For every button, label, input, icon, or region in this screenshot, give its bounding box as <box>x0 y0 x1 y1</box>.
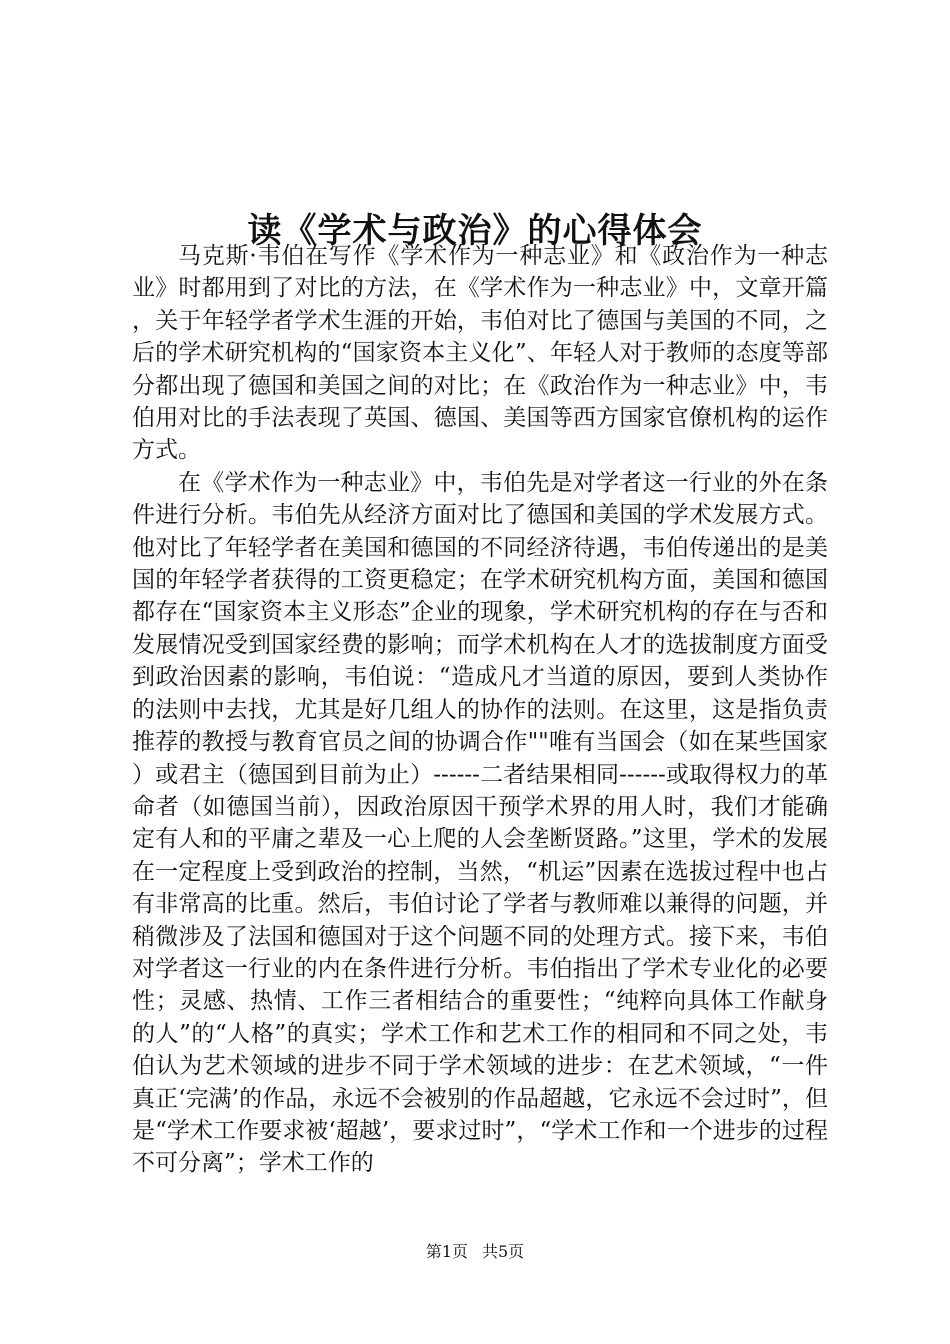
paragraph-2: 在《学术作为一种志业》中，韦伯先是对学者这一行业的外在条件进行分析。韦伯先从经济方面对比了德国和美国的学术发展方式。他对比了年轻学者在美国和德国的不同经济待遇，韦伯传递出的是美国的年轻学者获得的工资更稳定；在学术研究机构方面，美国和德国都存在“国家资本主义形态”企业的现象，学术研究机构的存在与否和发展情况受到国家经费的影响；而学术机构在人才的选拔制度方面受到政治因素的影响，韦伯说：“造成凡才当道的原因，要到人类协作的法则中去找，尤其是好几组人的协作的法则。在这里，这是指负责推荐的教授与教育官员之间的协调合作""唯有当国会（如在某些国家）或君主（德国到目前为止）------二者结果相同------或取得权力的革命者（如德国当前），因政治原因干预学术界的用人时，我们才能确定有人和的平庸之辈及一心上爬的人会垄断贤路。”这里，学术的发展在一定程度上受到政治的控制，当然，“机运”因素在选拔过程中也占有非常高的比重。然后，韦伯讨论了学者与教师难以兼得的问题，并稍微涉及了法国和德国对于这个问题不同的处理方式。接下来，韦伯对学者这一行业的内在条件进行分析。韦伯指出了学术专业化的必要性；灵感、热情、工作三者相结合的重要性；“纯粹向具体工作献身的人”的“人格”的真实；学术工作和艺术工作的相同和不同之处，韦伯认为艺术领域的进步不同于学术领域的进步：在艺术领域，“一件真正‘完满’的作品，永远不会被别的作品超越，它永远不会过时”，但是“学术工作要求被‘超越’，要求过时”，“学术工作和一个进步的过程不可分离”；学术工作的 <box>132 469 828 1177</box>
document-title: 读《学术与政治》的心得体会 <box>247 210 703 251</box>
page-total: 共5页 <box>482 1242 525 1261</box>
document-body <box>132 240 828 1180</box>
page-number: 第1页 <box>425 1242 468 1261</box>
paragraph-1: 马克斯·韦伯在写作《学术作为一种志业》和《政治作为一种志业》时都用到了对比的方法，在《学术作为一种志业》中，文章开篇，关于年轻学者学术生涯的开始，韦伯对比了德国与美国的不同，之后的学术研究机构的“国家资本主义化”、年轻人对于教师的态度等部分都出现了德国和美国之间的对比；在《政治作为一种志业》中，韦伯用对比的手法表现了英国、德国、美国等西方国家官僚机构的运作方式。 <box>132 243 828 464</box>
page-footer <box>0 1240 950 1264</box>
